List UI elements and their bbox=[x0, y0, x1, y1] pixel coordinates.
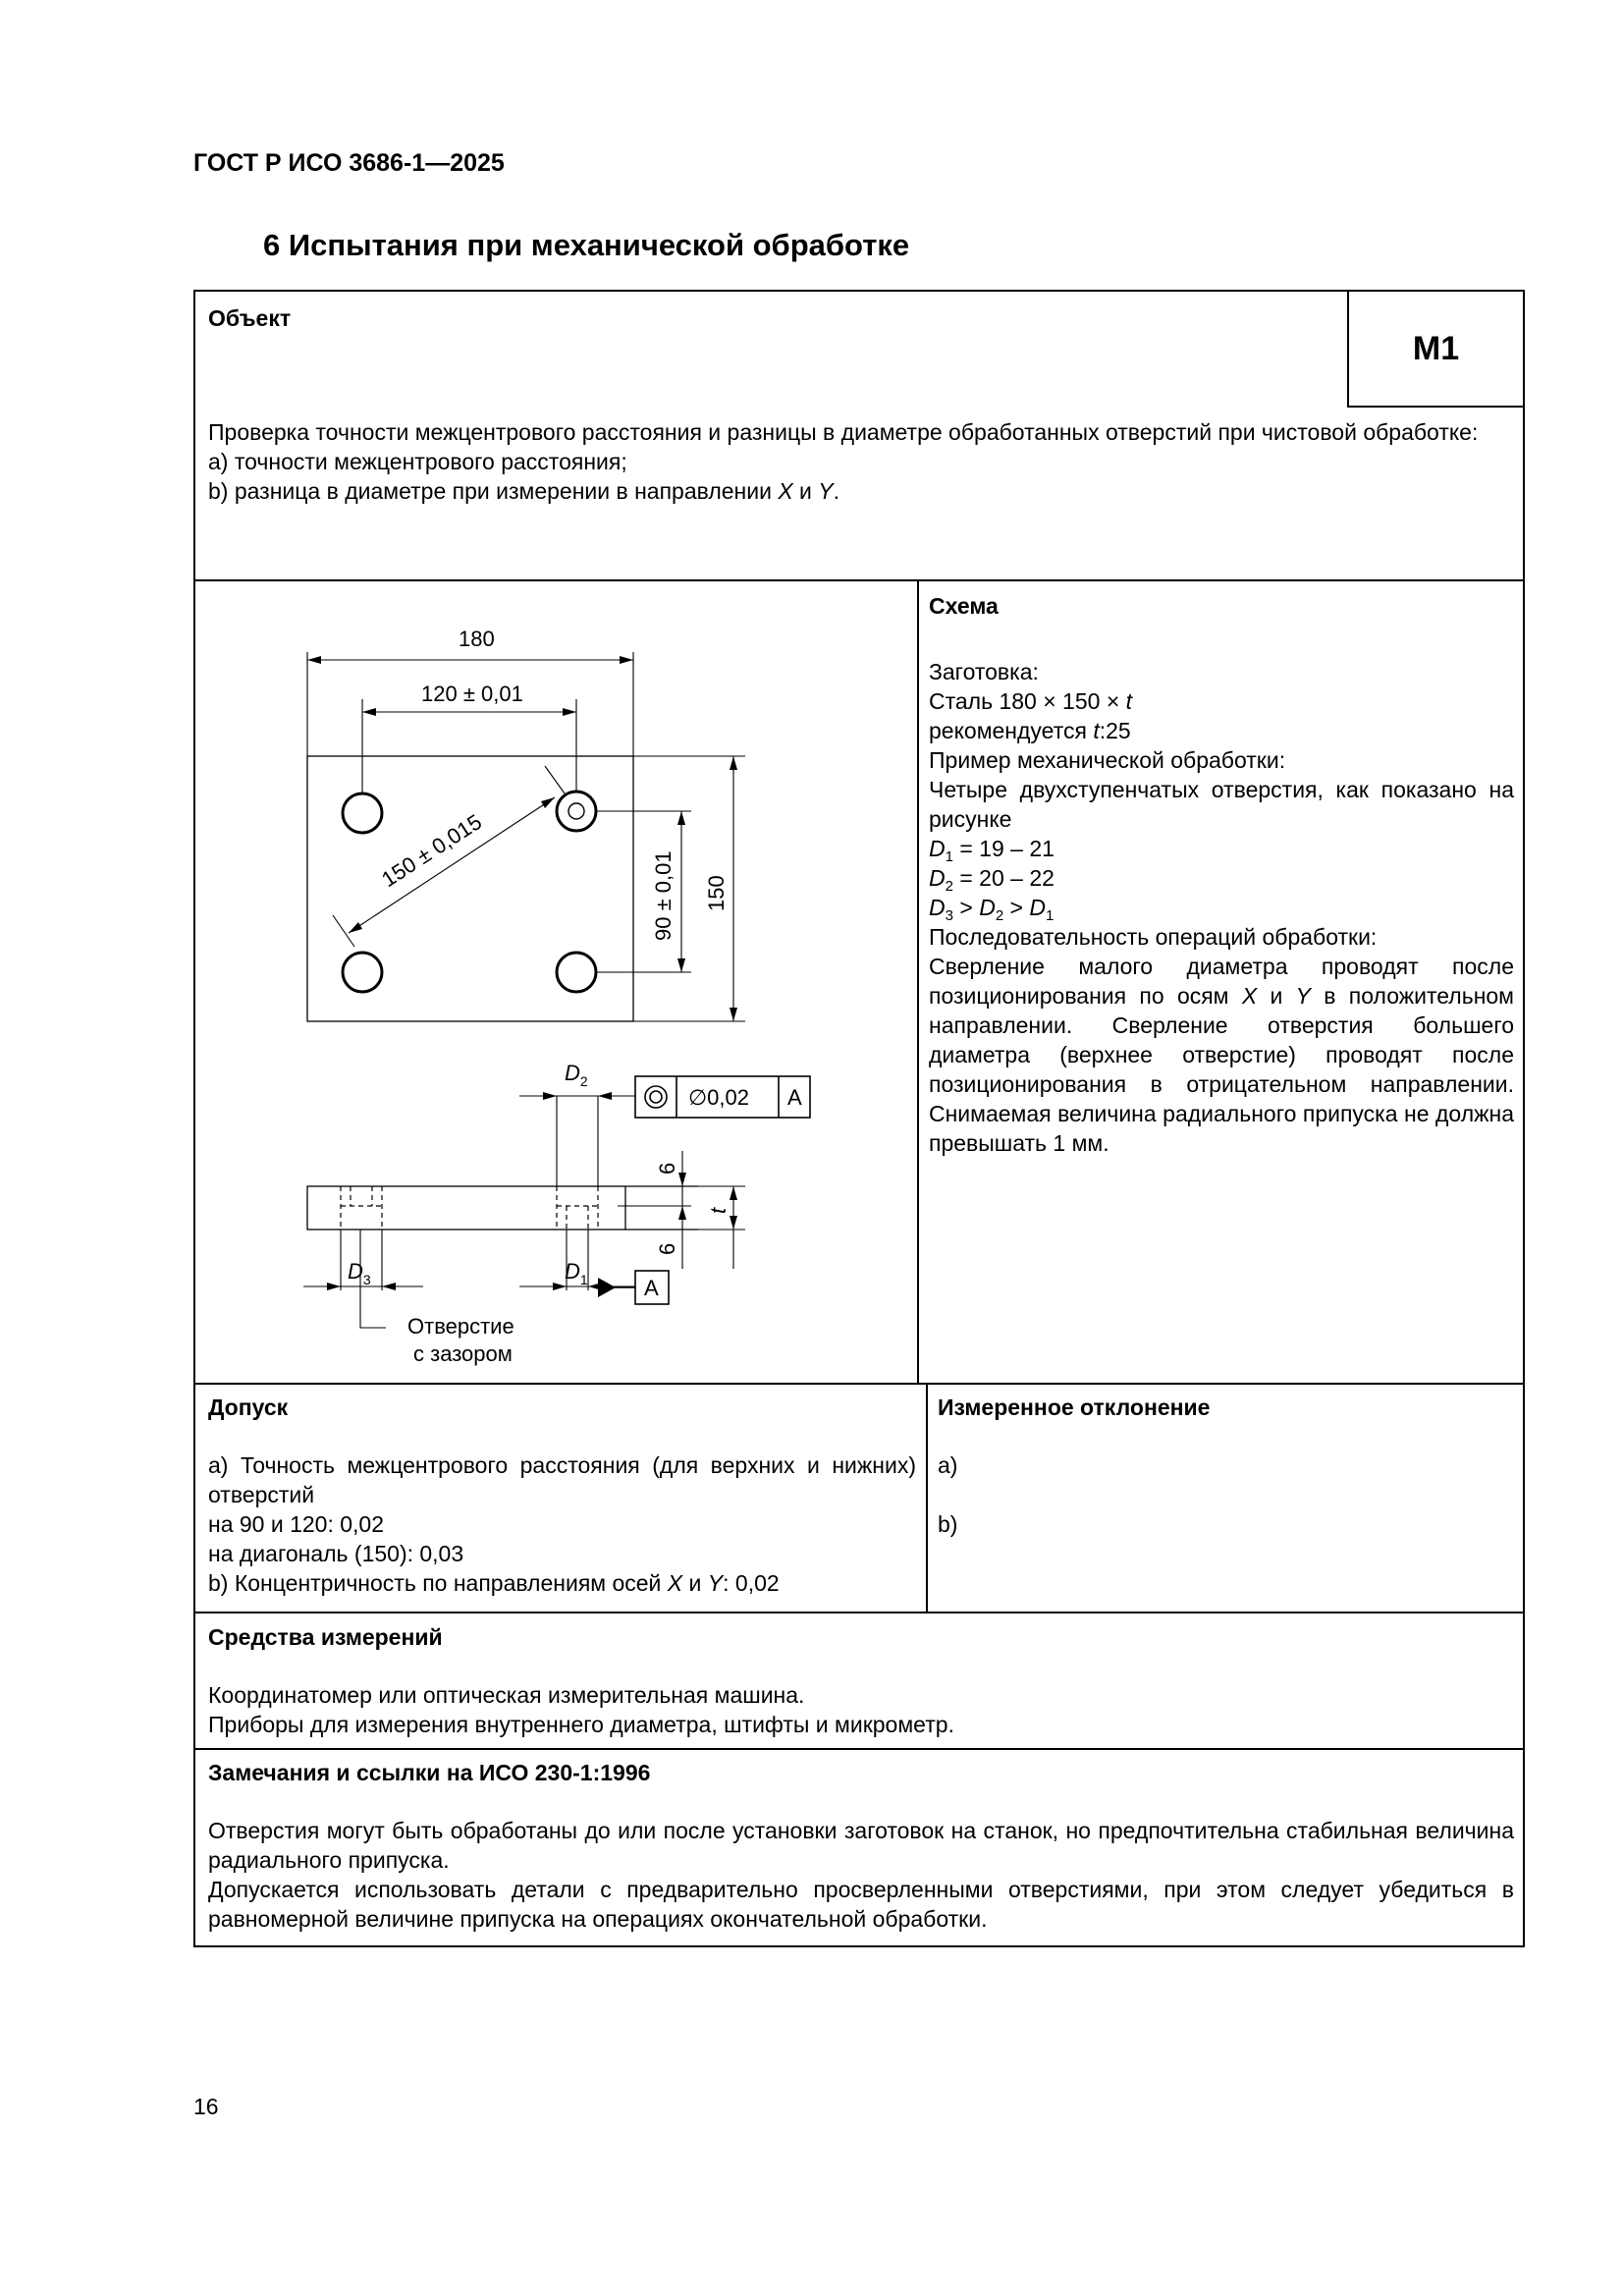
tolerance-b: b) Концентричность по направлениям осей X и Y: 0,02 bbox=[208, 1570, 780, 1596]
arrow-t-top bbox=[730, 1186, 737, 1200]
instruments-line2: Приборы для измерения внутреннего диаметра, штифты и микрометр. bbox=[208, 1712, 954, 1737]
clearance-label-line1: Отверстие bbox=[407, 1314, 514, 1339]
diameter-relation: $D_3 > D_2 > D_1$ bbox=[929, 895, 1055, 924]
d1-label: $D_1$ bbox=[565, 1259, 588, 1287]
d2-label: $D_2$ bbox=[565, 1061, 588, 1089]
scheme-text bbox=[929, 657, 1514, 1158]
object-item-a: a) точности межцентрового расстояния; bbox=[208, 449, 627, 474]
tolerance-value: ∅0,02 bbox=[688, 1085, 749, 1110]
notes-column bbox=[208, 1760, 1514, 1934]
example-text: Четыре двухступенчатых отверстия, как показано на рисунке bbox=[929, 777, 1514, 832]
arrow-120-left bbox=[362, 708, 376, 716]
workpiece-recommended: рекомендуется t:25 bbox=[929, 718, 1131, 743]
hole-top-left bbox=[343, 793, 382, 833]
tolerance-divider bbox=[926, 1383, 928, 1613]
hole-top-right-inner bbox=[568, 803, 584, 819]
workpiece-steel: Сталь 180 × 150 × t bbox=[929, 688, 1133, 714]
notes-para2: Допускается использовать детали с предварительно просверленными отверстиями, при этом следует убедиться в равномерной величине припуска на операциях окончательной обработки. bbox=[208, 1877, 1514, 1932]
dim-150-label: 150 bbox=[704, 875, 729, 911]
d2-arrow-right bbox=[598, 1092, 612, 1100]
d1-range: $D_1 = 19 - 21$ bbox=[929, 836, 1055, 865]
drawing-divider bbox=[917, 579, 919, 1385]
tolerance-a-90-120: на 90 и 120: 0,02 bbox=[208, 1511, 385, 1537]
section-plate bbox=[307, 1186, 625, 1230]
tolerance-column bbox=[208, 1394, 916, 1598]
sequence-label: Последовательность операций обработки: bbox=[929, 924, 1378, 950]
measured-b: b) bbox=[938, 1511, 958, 1537]
dim-6-bottom-label: 6 bbox=[655, 1242, 679, 1255]
dim-150-diag-label: 150 ± 0,015 bbox=[377, 809, 487, 893]
workpiece-label: Заготовка: bbox=[929, 659, 1039, 684]
arrow-180-left bbox=[307, 656, 321, 664]
arrow-120-right bbox=[563, 708, 576, 716]
hole-bottom-left bbox=[343, 953, 382, 992]
tolerance-a-diagonal: на диагональ (150): 0,03 bbox=[208, 1541, 464, 1566]
tolerance-label: Допуск bbox=[208, 1394, 289, 1420]
dim-6-top-label: 6 bbox=[655, 1162, 679, 1175]
arrow-diag-bottom bbox=[349, 922, 362, 933]
arrow-diag-top bbox=[541, 797, 555, 808]
datum-triangle bbox=[598, 1278, 616, 1297]
object-item-b: b) разница в диаметре при измерении в направлении X и Y. bbox=[208, 478, 840, 504]
scheme-column bbox=[929, 593, 1514, 1158]
tolerance-a: a) Точность межцентрового расстояния (для верхних и нижних) отверстий bbox=[208, 1452, 916, 1507]
sequence-text: Сверление малого диаметра проводят после позиционирования по осям X и Y в положительном направлении. Сверление отверстия большего диаметра (верхнее отверстие) проводят после позиционирования в отрицательном направлении. Снимаемая величина радиального припуска не должна превышать 1 мм. bbox=[929, 954, 1514, 1156]
arrow-150-bottom bbox=[730, 1008, 737, 1021]
scheme-label: Схема bbox=[929, 593, 999, 619]
technical-drawing bbox=[195, 581, 915, 1383]
instruments-line1: Координатомер или оптическая измерительная машина. bbox=[208, 1682, 805, 1708]
notes-label: Замечания и ссылки на ИСО 230-1:1996 bbox=[208, 1760, 651, 1785]
concentricity-icon bbox=[645, 1086, 667, 1108]
page-number: 16 bbox=[193, 2094, 219, 2119]
hole-bottom-right bbox=[557, 953, 596, 992]
document-id: ГОСТ Р ИСО 3686-1—2025 bbox=[193, 149, 505, 177]
diag-ext-top bbox=[545, 766, 565, 793]
example-label: Пример механической обработки: bbox=[929, 747, 1286, 773]
code-box bbox=[1347, 290, 1525, 408]
dim-line-diagonal bbox=[349, 797, 555, 933]
d1-arrow-left bbox=[553, 1283, 567, 1290]
d3-arrow-left bbox=[327, 1283, 341, 1290]
dim-t-label: t bbox=[706, 1207, 730, 1214]
dim-90-label: 90 ± 0,01 bbox=[651, 850, 676, 941]
d3-label: $D_3$ bbox=[348, 1259, 371, 1287]
datum-a-label: A bbox=[787, 1085, 802, 1110]
measured-a: a) bbox=[938, 1452, 958, 1478]
arrow-t-bottom bbox=[730, 1216, 737, 1230]
test-code: M1 bbox=[1412, 329, 1460, 367]
d3-arrow-right bbox=[382, 1283, 396, 1290]
arrow-6-top bbox=[678, 1173, 686, 1186]
instruments-column bbox=[208, 1624, 1514, 1739]
clearance-label-line2: с зазором bbox=[413, 1341, 513, 1366]
object-label: Объект bbox=[208, 305, 292, 331]
datum-a2-label: A bbox=[644, 1276, 659, 1300]
arrow-6-bottom bbox=[678, 1206, 686, 1220]
measured-label: Измеренное отклонение bbox=[938, 1394, 1211, 1420]
arrow-90-bottom bbox=[677, 958, 685, 972]
object-intro: Проверка точности межцентрового расстояния и разницы в диаметре обработанных отверстий при чистовой обработке: bbox=[208, 419, 1479, 445]
hole-top-right bbox=[557, 792, 596, 831]
arrow-90-top bbox=[677, 811, 685, 825]
arrow-180-right bbox=[620, 656, 633, 664]
object-description bbox=[208, 417, 1514, 506]
section-title: 6 Испытания при механической обработке bbox=[263, 228, 910, 262]
d2-range: $D_2 = 20 - 22$ bbox=[929, 865, 1055, 895]
notes-para1: Отверстия могут быть обработаны до или после установки заготовок на станок, но предпочтительна стабильная величина радиального припуска. bbox=[208, 1818, 1514, 1873]
dim-180-label: 180 bbox=[459, 627, 495, 651]
measured-column bbox=[938, 1394, 1517, 1539]
instruments-label: Средства измерений bbox=[208, 1624, 443, 1650]
d2-arrow-left bbox=[543, 1092, 557, 1100]
arrow-150-top bbox=[730, 756, 737, 770]
dim-120-label: 120 ± 0,01 bbox=[421, 682, 523, 706]
